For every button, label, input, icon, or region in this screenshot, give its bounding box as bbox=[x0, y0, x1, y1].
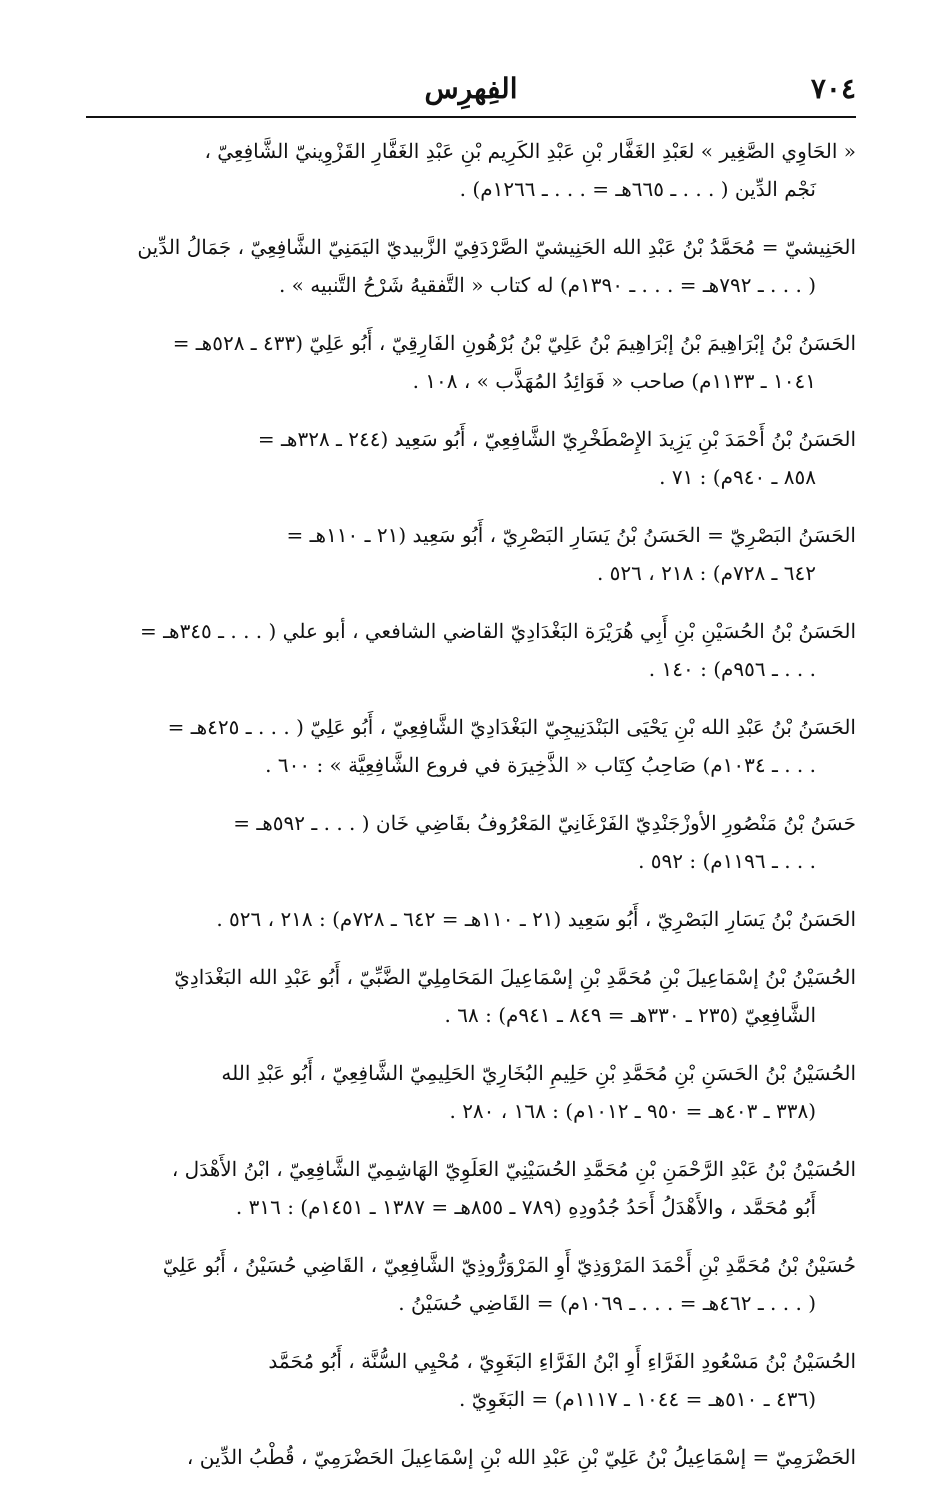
entry-continuation-line: . . . ـ ١١٩٦م) : ٥٩٢ . bbox=[638, 849, 816, 873]
entry-continuation-line: (٤٣٦ ـ ٥١٠هـ = ١٠٤٤ ـ ١١١٧م) = البَغَوِيّ . bbox=[459, 1387, 816, 1411]
entry-heading-line: الحَسَنُ بْنُ عَبْدِ الله بْنِ يَحْيَى البَنْدَنِيجِيّ البَغْدَادِيّ الشَّافِعِيّ ، أَبُو عَلِيّ ( . . . ـ ٤٢٥هـ = bbox=[167, 715, 856, 739]
entry-continuation-line: نَجْم الدِّين ( . . . ـ ٦٦٥هـ = . . . ـ ١٢٦٦م) . bbox=[459, 177, 816, 201]
entry-continuation-line: ٦٤٢ ـ ٧٢٨م) : ٢١٨ ، ٥٢٦ . bbox=[596, 561, 816, 585]
entry-heading-line: الحَضْرَمِيّ = إسْمَاعِيلُ بْنُ عَلِيّ بْنِ عَبْدِ الله بْنِ إسْمَاعِيلَ الحَضْرَمِيّ ، قُطْبُ الدِّين ، bbox=[186, 1445, 856, 1469]
entry-heading-line: حَسَنُ بْنُ مَنْصُورِ الأوزْجَنْدِيّ الفَرْغَانِيّ المَعْرُوفُ بقَاضِي خَان ( . . . ـ ٥٩٢هـ = bbox=[233, 811, 856, 835]
entry-heading-line: الحَسَنُ البَصْرِيّ = الحَسَنُ بْنُ يَسَارِ البَصْرِيّ ، أَبُو سَعِيد (٢١ ـ ١١٠هـ = bbox=[286, 523, 856, 547]
entry-heading-line: « الحَاوِي الصَّغِير » لعَبْدِ الغَفَّار بْنِ عَبْدِ الكَرِيم بْنِ عَبْدِ الغَفَّارِ القَزْوِينيّ الشَّافِعِيّ ، bbox=[204, 139, 856, 163]
index-entry bbox=[86, 958, 856, 1034]
index-entry bbox=[86, 1438, 856, 1476]
entry-continuation-line: . . . ـ ٩٥٦م) : ١٤٠ . bbox=[648, 657, 816, 681]
index-entries bbox=[86, 132, 856, 1476]
entry-heading-line: الحُسَيْنُ بْنُ الحَسَنِ بْنِ مُحَمَّدِ بْنِ حَلِيمِ البُخَارِيّ الحَلِيمِيّ الشَّافِعِيّ ، أَبُو عَبْدِ الله bbox=[221, 1061, 856, 1085]
index-entry bbox=[86, 1054, 856, 1130]
entry-continuation-line: ٨٥٨ ـ ٩٤٠م) : ٧١ . bbox=[659, 465, 816, 489]
index-entry bbox=[86, 612, 856, 688]
index-entry bbox=[86, 1246, 856, 1322]
index-entry bbox=[86, 516, 856, 592]
entry-continuation-line: أَبُو مُحَمَّد ، والأَهْدَلُ أَحَدُ جُدُودِهِ (٧٨٩ ـ ٨٥٥هـ = ١٣٨٧ ـ ١٤٥١م) : ٣١٦ . bbox=[235, 1195, 816, 1219]
entry-heading-line: الحَسَنُ بْنُ الحُسَيْنِ بْنِ أَبِي هُرَيْرَة البَغْدَادِيّ القاضي الشافعي ، أبو علي ( . . . ـ ٣٤٥هـ = bbox=[140, 619, 856, 643]
index-entry bbox=[86, 1150, 856, 1226]
index-entry bbox=[86, 1342, 856, 1418]
entry-continuation-line: (٣٣٨ ـ ٤٠٣هـ = ٩٥٠ ـ ١٠١٢م) : ١٦٨ ، ٢٨٠ . bbox=[449, 1099, 816, 1123]
page-title: الفِهرِس bbox=[424, 72, 518, 105]
index-entry bbox=[86, 804, 856, 880]
index-entry bbox=[86, 900, 856, 938]
entry-continuation-line: ( . . . ـ ٤٦٢هـ = . . . ـ ١٠٦٩م) = القَاضِي حُسَيْنُ . bbox=[398, 1291, 816, 1315]
entry-heading-line: الحُسَيْنُ بْنُ عَبْدِ الرَّحْمَنِ بْنِ مُحَمَّدِ الحُسَيْنِيّ العَلَوِيّ الهَاشِمِيّ الشَّافِعِيّ ، ابْنُ الأَهْدَل ، bbox=[171, 1157, 856, 1181]
page-header bbox=[86, 60, 856, 116]
page-number: ٧٠٤ bbox=[810, 72, 856, 105]
entry-continuation-line: ١٠٤١ ـ ١١٣٣م) صاحب « فَوَائِدُ المُهَذَّب » ، ١٠٨ . bbox=[412, 369, 816, 393]
index-entry bbox=[86, 132, 856, 208]
entry-heading-line: الحَسَنُ بْنُ يَسَارِ البَصْرِيّ ، أَبُو سَعِيد (٢١ ـ ١١٠هـ = ٦٤٢ ـ ٧٢٨م) : ٢١٨ ، ٥٢٦ . bbox=[216, 907, 856, 931]
index-entry bbox=[86, 324, 856, 400]
entry-heading-line: الحَسَنُ بْنُ أَحْمَدَ بْنِ يَزِيدَ الإِصْطَخْرِيّ الشَّافِعِيّ ، أَبُو سَعِيد (٢٤٤ ـ ٣٢٨هـ = bbox=[257, 427, 856, 451]
index-page bbox=[86, 60, 856, 1496]
entry-continuation-line: . . . ـ ١٠٣٤م) صَاحِبُ كِتَاب « الذَّخِيرَة في فروع الشَّافِعِيَّة » : ٦٠٠ . bbox=[265, 753, 816, 777]
entry-heading-line: حُسَيْنُ بْنُ مُحَمَّدِ بْنِ أَحْمَدَ المَرْوَذِيّ أَوِ المَرْوَرُّوذِيّ الشَّافِعِيّ ، القَاضِي حُسَيْنُ ، أَبُو عَلِيّ bbox=[162, 1253, 856, 1277]
entry-continuation-line: ( . . . ـ ٧٩٢هـ = . . . ـ ١٣٩٠م) له كتاب « التَّفقيهُ شَرْحُ التَّنبيه » . bbox=[278, 273, 816, 297]
entry-heading-line: الحُسَيْنُ بْنُ مَسْعُودِ الفَرَّاءِ أَوِ ابْنُ الفَرَّاءِ البَغَوِيّ ، مُحْيِي السُّنَّة ، أَبُو مُحَمَّد bbox=[268, 1349, 856, 1373]
index-entry bbox=[86, 228, 856, 304]
entry-continuation-line: الشَّافِعِيّ (٢٣٥ ـ ٣٣٠هـ = ٨٤٩ ـ ٩٤١م) : ٦٨ . bbox=[444, 1003, 816, 1027]
index-entry bbox=[86, 420, 856, 496]
entry-heading-line: الحَنِيشيّ = مُحَمَّدُ بْنُ عَبْدِ الله الحَنِيشيّ الصَّرْدَفِيّ الزَّبيديّ اليَمَنِيّ الشَّافِعِيّ ، جَمَالُ الدِّين bbox=[137, 235, 856, 259]
index-entry bbox=[86, 708, 856, 784]
header-rule bbox=[86, 116, 856, 118]
entry-heading-line: الحَسَنُ بْنُ إبْرَاهِيمَ بْنُ إبْرَاهِيمَ بْنُ عَلِيّ بْنُ بُرْهُونِ الفَارِقِيّ ، أَبُو عَلِيّ (٤٣٣ ـ ٥٢٨هـ = bbox=[172, 331, 856, 355]
entry-heading-line: الحُسَيْنُ بْنُ إسْمَاعِيلَ بْنِ مُحَمَّدِ بْنِ إسْمَاعِيلَ المَحَامِلِيّ الضَّبِّيّ ، أَبُو عَبْدِ الله البَغْدَادِيّ bbox=[174, 965, 856, 989]
